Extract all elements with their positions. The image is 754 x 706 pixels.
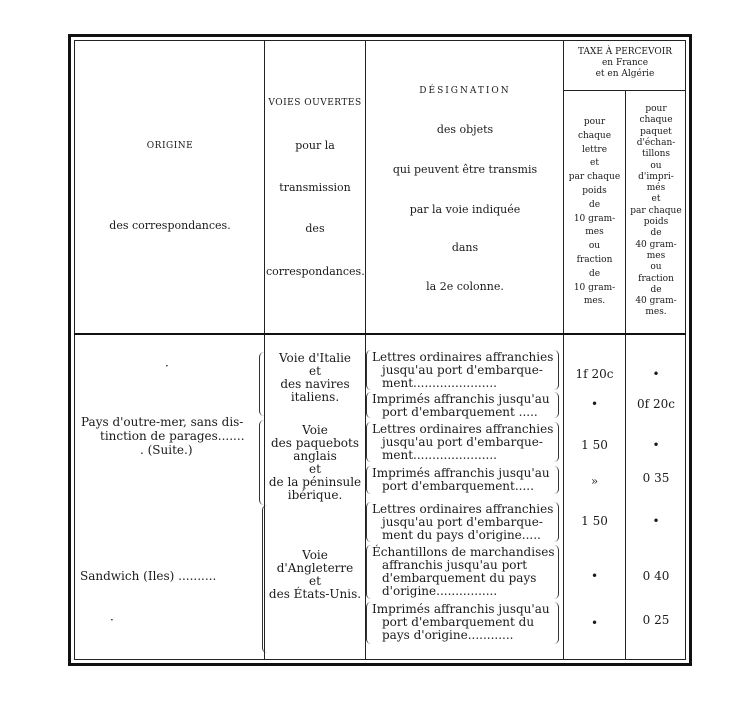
taxe-header-line: de [650,284,662,295]
taxe-header-line: pour [583,117,606,127]
taxe-header-line: pour [645,104,667,114]
taxe-subheader-rule [563,90,686,91]
brace [553,422,559,462]
header-designation-line: par la voie indiquée [409,203,521,216]
voie-line: ibérique. [287,488,343,502]
taxe-header-line: mes [646,250,666,261]
designation-line: Lettres ordinaires affranchies [372,350,554,364]
voie-line: de la péninsule [268,475,362,489]
header-voies: VOIES OUVERTES [268,98,362,108]
taxe-header-line: tillons [641,149,671,160]
taxe-header-line: d'impri- [638,171,674,182]
designation-line: ment du pays d'origine..... [382,528,541,542]
taxe-header-line: de [650,228,662,239]
header-designation-line: dans [451,241,479,254]
tax-print-value: • [652,514,660,528]
header-voies-line: des [305,222,325,235]
header-designation-line: des objets [436,123,494,136]
tax-letter-value: • [590,397,599,411]
designation-line: Imprimés affranchis jusqu'au [372,392,550,406]
voie-line: et [309,574,321,588]
origin-sandwich: Sandwich (Iles) .......... [80,569,217,583]
designation-line: jusqu'au port d'embarque- [382,363,543,377]
origin-line: tinction de parages....... [100,429,245,443]
header-designation: DÉSIGNATION [419,86,511,96]
origin-line: . (Suite.) [140,443,193,457]
taxe-header-line: fraction [638,273,674,284]
origin-dot: · [110,613,114,627]
taxe-header-line: et [590,158,599,169]
header-taxe-line: et en Algérie [595,69,655,79]
voie-line: d'Angleterre [276,561,354,575]
voie-line: anglais [293,449,337,463]
taxe-header-line: ou [650,160,662,171]
brace [553,466,559,494]
voie-line: italiens. [290,390,340,404]
header-voies-line: transmission [279,181,351,194]
designation-line: port d'embarquement du [382,615,535,629]
voie-line: Voie [302,423,328,437]
designation-line: affranchis jusqu'au port [382,558,528,572]
header-origine-sub: des correspondances. [109,219,231,232]
designation-line: jusqu'au port d'embarque- [382,515,543,529]
taxe-header-line: par chaque [568,172,621,183]
brace [259,352,265,416]
taxe-header-line: chaque [639,115,673,126]
tax-print-value: 0 25 [642,613,670,627]
taxe-header-line: 10 gram- [573,213,616,224]
voie-line: et [309,462,321,476]
designation-line: port d'embarquement..... [382,479,534,493]
designation-line: ment...................... [382,448,497,462]
taxe-header-line: chaque [577,130,612,141]
taxe-header-line: par chaque [630,205,682,216]
tax-print-value: • [652,367,660,381]
taxe-header-line: 40 gram- [635,239,677,250]
taxe-header-line: poids [582,186,607,196]
designation-line: d'embarquement du pays [382,571,537,585]
header-bottom-rule [74,333,686,335]
header-designation-line: qui peuvent être transmis [392,163,538,176]
taxe-header-line: poids [643,217,669,227]
voie-line: Voie d'Italie [278,351,352,365]
designation-line: jusqu'au port d'embarque- [382,435,543,449]
brace [259,420,265,505]
taxe-header-line: ou [588,241,601,252]
voie-line: des États-Unis. [268,587,362,601]
taxe-header-line: d'échan- [636,137,676,148]
taxe-header-line: de [588,268,601,279]
tax-print-value: 0 40 [642,569,670,583]
designation-line: Imprimés affranchis jusqu'au [372,602,550,616]
tax-letter-value: • [590,569,599,583]
header-origine: ORIGINE [146,141,194,151]
brace [553,602,559,644]
column-divider [563,40,564,660]
designation-line: port d'embarquement ..... [382,405,538,419]
designation-line: ment...................... [382,376,497,390]
taxe-header-line: de [588,199,601,210]
taxe-header-line: més [646,183,666,194]
tax-letter-value: » [590,474,599,488]
voie-line: Voie [302,548,328,562]
designation-line: pays d'origine............ [382,628,514,642]
taxe-header-line: 10 gram- [573,282,616,293]
tax-print-value: 0 35 [642,471,670,485]
taxe-header-line: mes. [583,296,606,307]
tax-print-value: 0f 20c [637,397,675,411]
brace [553,392,559,418]
origin-line: Pays d'outre-mer, sans dis- [81,415,244,429]
voie-line: et [309,364,321,378]
designation-line: Échantillons de marchandises [372,545,555,559]
designation-line: Lettres ordinaires affranchies [372,502,554,516]
voie-line: des navires [280,377,350,391]
taxe-header-line: mes. [645,307,667,318]
brace [553,350,559,390]
designation-line: Imprimés affranchis jusqu'au [372,466,550,480]
taxe-header-line: et [651,194,661,205]
designation-line: Lettres ordinaires affranchies [372,422,554,436]
tax-letter-value: • [590,616,599,630]
tax-letter-value: 1 50 [581,514,608,528]
taxe-header-line: 40 gram- [635,296,677,307]
taxe-header-line: ou [650,262,662,273]
origin-dot: · [165,359,169,373]
taxe-header-line: fraction [576,255,613,265]
voie-line: des paquebots [271,436,359,450]
header-taxe: TAXE À PERCEVOIR [577,47,673,57]
taxe-header-line: paquet [640,126,672,137]
tax-print-value: • [652,438,660,452]
taxe-header-line: lettre [581,144,608,155]
tax-letter-value: 1f 20c [575,367,614,381]
tax-letter-value: 1 50 [581,438,608,452]
header-designation-line: la 2e colonne. [426,280,504,293]
header-taxe-line: en France [601,58,649,68]
header-voies-line: pour la [295,139,335,152]
designation-line: d'origine................ [382,584,498,598]
taxe-header-line: mes [585,227,604,238]
header-voies-line: correspondances. [266,265,365,278]
brace [553,502,559,542]
